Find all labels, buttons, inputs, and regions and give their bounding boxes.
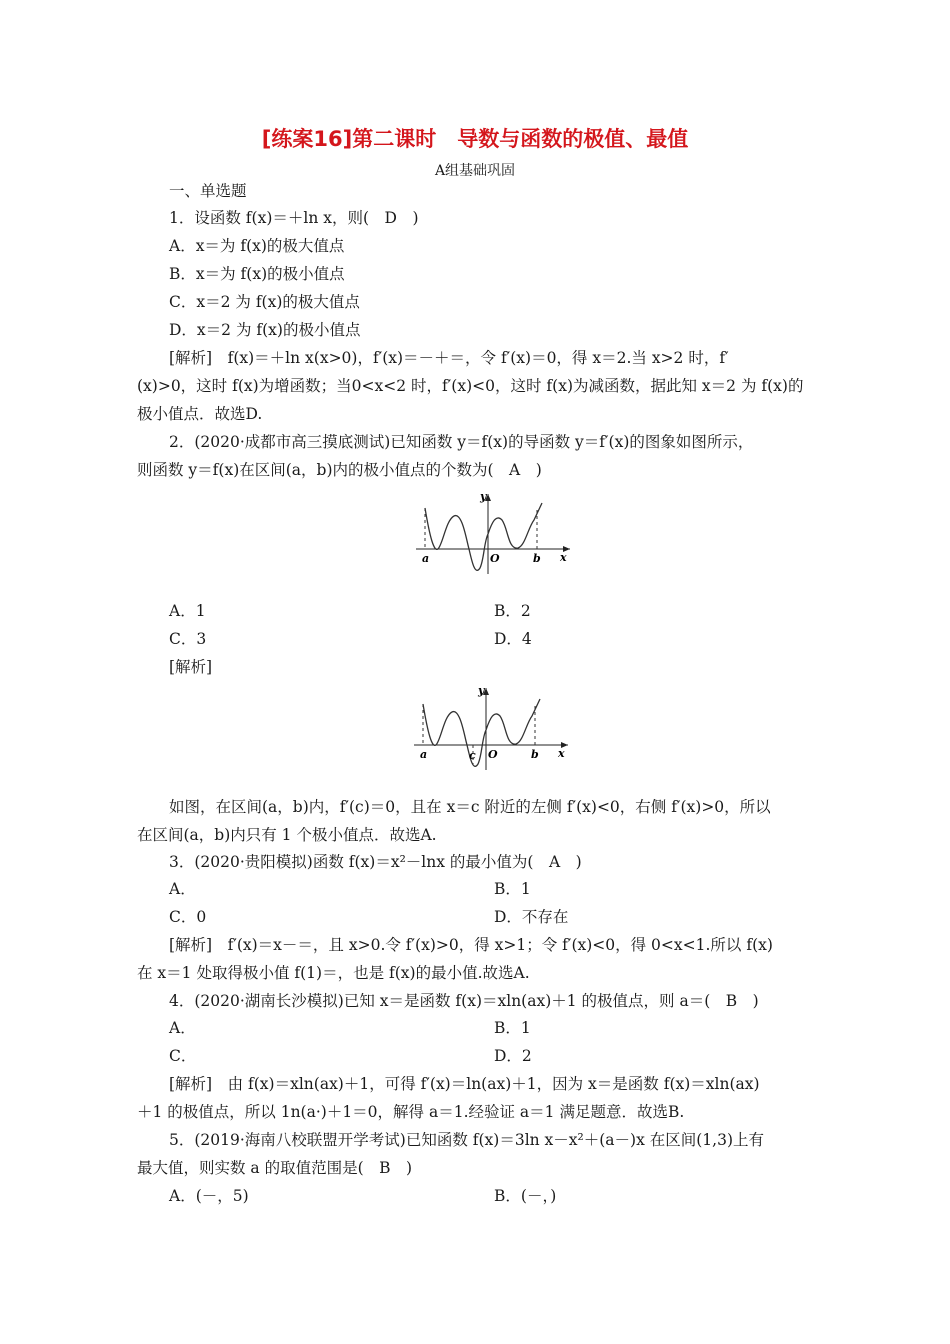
fig2-label-x: x xyxy=(558,747,565,760)
q5-option-a: A．(－，5) xyxy=(169,1187,249,1205)
q2-option-a: A．1 xyxy=(169,602,206,620)
q5-stem-line2: 最大值，则实数 a 的取值范围是( B ) xyxy=(137,1159,413,1177)
page-title: [练案16]第二课时 导数与函数的极值、最值 xyxy=(261,127,689,151)
fig2-label-b: b xyxy=(531,748,539,761)
q3-option-b: B．1 xyxy=(494,880,531,898)
q3-solution-line1: [解析] f′(x)＝x－＝，且 x>0.令 f′(x)>0，得 x>1；令 f′(x)<0，得 0<x<1.所以 f(x) xyxy=(169,936,773,954)
q1-solution-line2: (x)>0，这时 f(x)为增函数；当0<x<2 时，f′(x)<0，这时 f(x)为减函数，据此知 x＝2 为 f(x)的 xyxy=(137,377,804,395)
fig2-label-c: c xyxy=(469,749,476,762)
q2-option-b: B．2 xyxy=(494,602,531,620)
q1-solution-line1: [解析] f(x)＝＋ln x(x>0)，f′(x)＝－＋＝，令 f′(x)＝0，得 x＝2.当 x>2 时，f′ xyxy=(169,349,729,367)
section-heading: 一、单选题 xyxy=(169,182,247,200)
q1-option-c: C．x＝2 为 f(x)的极大值点 xyxy=(169,293,360,311)
q4-stem: 4．(2020·湖南长沙模拟)已知 x＝是函数 f(x)＝xln(ax)＋1 的极值点，则 a＝( B ) xyxy=(169,992,759,1010)
q1-option-b: B．x＝为 f(x)的极小值点 xyxy=(169,265,345,283)
q3-option-c: C．0 xyxy=(169,908,207,926)
q3-stem: 3．(2020·贵阳模拟)函数 f(x)＝x²－lnx 的最小值为( A ) xyxy=(169,853,582,871)
fig2-label-a: a xyxy=(420,748,428,761)
q2-option-d: D．4 xyxy=(494,630,532,648)
q2-stem-line2: 则函数 y＝f(x)在区间(a，b)内的极小值点的个数为( A ) xyxy=(137,461,542,479)
q2-solution-line2: 在区间(a，b)内只有 1 个极小值点．故选A. xyxy=(137,826,437,844)
q4-solution-line2: ＋1 的极值点，所以 1n(a·)＋1＝0，解得 a＝1.经验证 a＝1 满足题意．故选B. xyxy=(137,1103,685,1121)
q2-solution-line1: 如图，在区间(a，b)内，f′(c)＝0，且在 x＝c 附近的左侧 f′(x)<0，右侧 f′(x)>0，所以 xyxy=(169,798,771,816)
fig1-label-a: a xyxy=(422,552,430,565)
q3-option-a: A． xyxy=(169,880,196,898)
q4-option-a: A． xyxy=(169,1019,196,1037)
fig1-label-origin: O xyxy=(490,552,500,565)
q4-solution-line1: [解析] 由 f(x)＝xln(ax)＋1，可得 f′(x)＝ln(ax)＋1，因为 x＝是函数 f(x)＝xln(ax) xyxy=(169,1075,760,1093)
q1-option-d: D．x＝2 为 f(x)的极小值点 xyxy=(169,321,361,339)
q3-option-d: D．不存在 xyxy=(494,908,569,926)
q2-derivative-graph xyxy=(410,488,575,582)
fig1-label-y: y xyxy=(480,490,487,503)
q2-solution-graph xyxy=(408,682,573,778)
q2-stem-line1: 2．(2020·成都市高三摸底测试)已知函数 y＝f(x)的导函数 y＝f′(x)的图象如图所示， xyxy=(169,433,754,451)
fig1-label-x: x xyxy=(560,551,567,564)
fig2-label-origin: O xyxy=(488,748,498,761)
section-subtitle: A组基础巩固 xyxy=(434,163,516,179)
q1-stem: 1．设函数 f(x)＝＋ln x，则( D ) xyxy=(169,209,419,227)
q3-solution-line2: 在 x＝1 处取得极小值 f(1)＝，也是 f(x)的最小值.故选A. xyxy=(137,964,530,982)
q4-option-b: B．1 xyxy=(494,1019,531,1037)
q4-option-d: D．2 xyxy=(494,1047,532,1065)
fig1-label-b: b xyxy=(533,552,541,565)
q1-option-a: A．x＝为 f(x)的极大值点 xyxy=(169,237,345,255)
q4-option-c: C． xyxy=(169,1047,197,1065)
q2-solution-label: [解析] xyxy=(169,658,213,676)
q2-option-c: C．3 xyxy=(169,630,207,648)
q5-stem-line1: 5．(2019·海南八校联盟开学考试)已知函数 f(x)＝3ln x－x²＋(a－)x 在区间(1,3)上有 xyxy=(169,1131,765,1149)
q1-solution-line3: 极小值点．故选D. xyxy=(137,405,263,423)
q5-option-b: B．(－，) xyxy=(494,1187,557,1205)
fig2-label-y: y xyxy=(478,684,485,697)
